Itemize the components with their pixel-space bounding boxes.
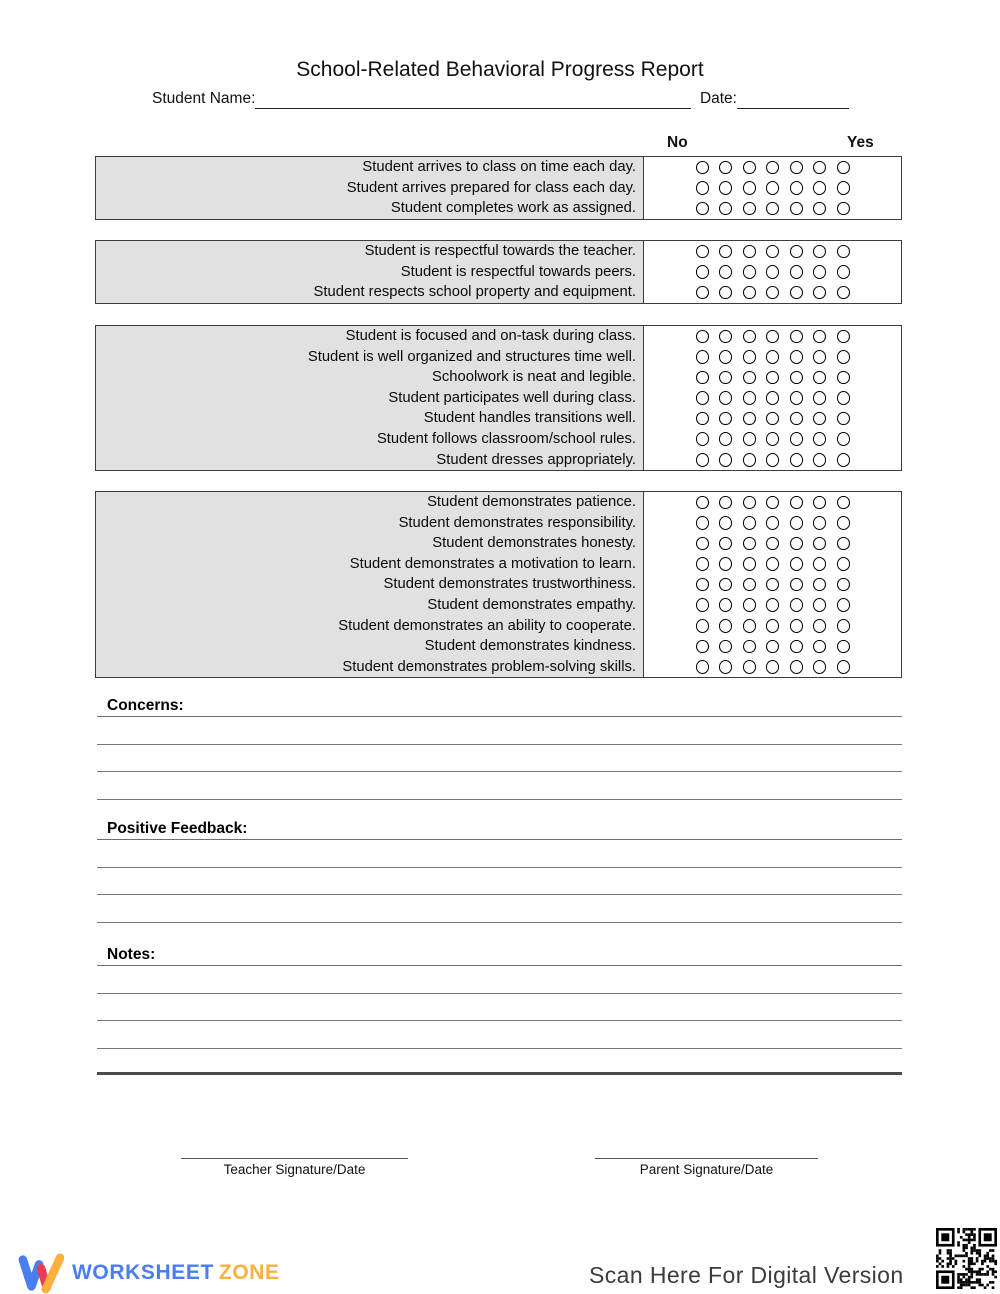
answer-bubble[interactable] — [743, 350, 756, 364]
answer-bubble[interactable] — [790, 181, 803, 195]
answer-bubble[interactable] — [813, 181, 826, 195]
answer-bubble[interactable] — [766, 265, 779, 279]
answer-bubble[interactable] — [813, 161, 826, 175]
answer-bubble[interactable] — [790, 161, 803, 175]
answer-bubble[interactable] — [743, 412, 756, 426]
bubble-row — [644, 636, 901, 657]
bubble-row — [644, 450, 901, 471]
answer-bubble[interactable] — [743, 286, 756, 300]
question-label: Student demonstrates a motivation to learn. — [349, 555, 636, 572]
bubble-row — [644, 157, 901, 178]
question-column — [96, 492, 644, 677]
answer-bubble[interactable] — [813, 578, 826, 592]
answer-bubble[interactable] — [837, 578, 850, 592]
answer-bubble[interactable] — [719, 245, 732, 259]
answer-bubble[interactable] — [837, 453, 850, 467]
question-label: Student is focused and on-task during class. — [345, 328, 636, 344]
rating-table-classwork — [95, 325, 902, 471]
question-label: Student completes work as assigned. — [390, 200, 636, 217]
answer-bubble[interactable] — [719, 286, 732, 300]
answer-bubble[interactable] — [790, 202, 803, 216]
answer-bubble[interactable] — [813, 516, 826, 530]
answer-bubble[interactable] — [790, 578, 803, 592]
bubble-row — [644, 574, 901, 595]
question-label: Student arrives prepared for class each day. — [346, 179, 636, 196]
write-label-line[interactable] — [97, 690, 902, 717]
teacher-signature-area — [181, 1158, 408, 1177]
answer-bubble[interactable] — [696, 412, 709, 426]
answer-bubble[interactable] — [813, 286, 826, 300]
brand-word-zone: ZONE — [218, 1261, 280, 1284]
answer-bubble[interactable] — [813, 557, 826, 571]
answer-bubble[interactable] — [790, 391, 803, 405]
answer-bubble[interactable] — [696, 181, 709, 195]
answer-bubble[interactable] — [743, 557, 756, 571]
answer-bubble[interactable] — [790, 412, 803, 426]
answer-bubble[interactable] — [696, 516, 709, 530]
answer-bubble[interactable] — [719, 578, 732, 592]
parent-signature-line[interactable] — [595, 1158, 818, 1159]
answer-bubble[interactable] — [837, 330, 850, 344]
answer-bubble[interactable] — [743, 516, 756, 530]
bubble-row — [644, 388, 901, 409]
answer-bubble[interactable] — [696, 265, 709, 279]
answer-bubble[interactable] — [766, 516, 779, 530]
answer-bubble[interactable] — [837, 598, 850, 612]
notes-section — [97, 939, 902, 1075]
answer-bubble[interactable] — [743, 598, 756, 612]
student-info-row — [152, 90, 849, 109]
answer-bubble[interactable] — [813, 245, 826, 259]
answer-bubble[interactable] — [837, 496, 850, 510]
date-label: Date: — [699, 90, 737, 107]
question-label: Student is respectful towards peers. — [400, 263, 636, 280]
answer-bubble[interactable] — [719, 412, 732, 426]
answer-bubble[interactable] — [696, 161, 709, 175]
section-end-rule — [97, 1049, 902, 1075]
answer-bubble[interactable] — [766, 432, 779, 446]
answer-bubble[interactable] — [790, 537, 803, 551]
answer-bubble[interactable] — [766, 598, 779, 612]
answer-bubble[interactable] — [790, 265, 803, 279]
answer-bubble[interactable] — [719, 640, 732, 654]
question-label: Student demonstrates problem-solving skills. — [342, 658, 636, 675]
answer-bubble[interactable] — [766, 202, 779, 216]
blank-writing-line[interactable] — [97, 868, 902, 896]
answer-bubble[interactable] — [837, 557, 850, 571]
blank-writing-line[interactable] — [97, 895, 902, 923]
answer-bubble[interactable] — [719, 371, 732, 385]
answer-bubble[interactable] — [790, 371, 803, 385]
answer-bubble[interactable] — [696, 391, 709, 405]
bubble-row — [644, 492, 901, 513]
bubble-row — [644, 533, 901, 554]
answer-bubble[interactable] — [837, 161, 850, 175]
qr-code-icon — [936, 1228, 997, 1289]
answer-bubble[interactable] — [719, 391, 732, 405]
answer-bubble[interactable] — [813, 202, 826, 216]
concerns-section — [97, 690, 902, 800]
student-name-label: Student Name: — [152, 90, 256, 107]
question-label: Student participates well during class. — [388, 389, 636, 406]
question-column — [96, 326, 644, 470]
page-title: School-Related Behavioral Progress Report — [296, 58, 704, 81]
blank-writing-line[interactable] — [97, 994, 902, 1022]
answer-bubble[interactable] — [837, 202, 850, 216]
answer-bubble[interactable] — [743, 202, 756, 216]
answer-bubble[interactable] — [719, 453, 732, 467]
answer-bubble[interactable] — [696, 640, 709, 654]
answer-bubble[interactable] — [696, 578, 709, 592]
answer-bubble[interactable] — [696, 453, 709, 467]
answer-bubble[interactable] — [696, 330, 709, 344]
write-label-line[interactable] — [97, 939, 902, 966]
answer-bubble[interactable] — [837, 412, 850, 426]
answer-bubble[interactable] — [743, 432, 756, 446]
parent-signature-area — [595, 1158, 818, 1177]
answer-bubble[interactable] — [743, 453, 756, 467]
bubble-row — [644, 198, 901, 219]
worksheet-zone-logo — [18, 1252, 280, 1294]
answer-bubble[interactable] — [813, 640, 826, 654]
answer-bubble[interactable] — [766, 371, 779, 385]
answer-bubble[interactable] — [766, 161, 779, 175]
blank-writing-line[interactable] — [97, 772, 902, 800]
question-label: Student demonstrates empathy. — [427, 596, 636, 613]
write-section-label: Concerns: — [107, 697, 184, 714]
brand-word-worksheet: WORKSHEET — [72, 1261, 214, 1284]
question-label: Schoolwork is neat and legible. — [432, 369, 636, 386]
answer-bubble[interactable] — [837, 432, 850, 446]
answer-bubble[interactable] — [743, 537, 756, 551]
answer-bubble[interactable] — [743, 371, 756, 385]
blank-writing-line[interactable] — [97, 717, 902, 745]
answer-bubble[interactable] — [696, 286, 709, 300]
answer-bubble[interactable] — [837, 350, 850, 364]
question-label: Student follows classroom/school rules. — [376, 430, 636, 447]
answer-bubble[interactable] — [766, 557, 779, 571]
answer-bubble[interactable] — [719, 350, 732, 364]
answer-bubble[interactable] — [743, 578, 756, 592]
question-label: Student respects school property and equipment. — [313, 284, 636, 301]
answer-bubble[interactable] — [766, 453, 779, 467]
bubble-row — [644, 262, 901, 283]
question-label: Student dresses appropriately. — [436, 451, 636, 468]
answer-bubble[interactable] — [696, 371, 709, 385]
answer-bubble[interactable] — [837, 181, 850, 195]
answer-bubble[interactable] — [719, 598, 732, 612]
rating-table-character — [95, 491, 902, 678]
answer-bubble[interactable] — [837, 660, 850, 674]
question-label: Student arrives to class on time each day. — [362, 159, 636, 175]
bubble-row — [644, 367, 901, 388]
question-label: Student demonstrates trustworthiness. — [383, 576, 636, 593]
answer-bubble[interactable] — [790, 245, 803, 259]
answer-bubble[interactable] — [837, 391, 850, 405]
answer-bubble[interactable] — [696, 496, 709, 510]
answer-bubble[interactable] — [766, 496, 779, 510]
answer-bubble[interactable] — [790, 496, 803, 510]
answer-bubble[interactable] — [790, 432, 803, 446]
answer-bubble[interactable] — [837, 371, 850, 385]
bubble-row — [644, 616, 901, 637]
answer-bubble[interactable] — [719, 265, 732, 279]
answer-bubble[interactable] — [696, 245, 709, 259]
answer-bubble[interactable] — [719, 330, 732, 344]
answer-bubble[interactable] — [837, 286, 850, 300]
answer-bubble[interactable] — [743, 660, 756, 674]
answer-bubble[interactable] — [813, 265, 826, 279]
bubble-column — [644, 492, 901, 677]
answer-bubble[interactable] — [719, 202, 732, 216]
worksheet-zone-w-mark-icon — [18, 1252, 64, 1294]
answer-bubble[interactable] — [743, 391, 756, 405]
bubble-column — [644, 157, 901, 219]
answer-bubble[interactable] — [743, 330, 756, 344]
answer-bubble[interactable] — [813, 537, 826, 551]
question-label: Student handles transitions well. — [423, 410, 636, 427]
answer-bubble[interactable] — [696, 537, 709, 551]
write-section-label: Positive Feedback: — [107, 820, 248, 837]
parent-signature-label: Parent Signature/Date — [639, 1162, 774, 1177]
teacher-signature-label: Teacher Signature/Date — [223, 1162, 366, 1177]
answer-bubble[interactable] — [813, 350, 826, 364]
bubble-row — [644, 241, 901, 262]
bubble-row — [644, 595, 901, 616]
positive-feedback-section — [97, 813, 902, 923]
bubble-row — [644, 178, 901, 199]
bubble-row — [644, 347, 901, 368]
write-section-label: Notes: — [107, 946, 156, 963]
bubble-row — [644, 408, 901, 429]
answer-bubble[interactable] — [790, 660, 803, 674]
answer-bubble[interactable] — [743, 619, 756, 633]
question-label: Student demonstrates kindness. — [424, 638, 636, 655]
bubble-row — [644, 657, 901, 678]
blank-writing-line[interactable] — [97, 745, 902, 773]
answer-bubble[interactable] — [790, 516, 803, 530]
answer-bubble[interactable] — [837, 516, 850, 530]
answer-bubble[interactable] — [837, 537, 850, 551]
answer-bubble[interactable] — [696, 660, 709, 674]
answer-bubble[interactable] — [766, 660, 779, 674]
answer-bubble[interactable] — [766, 412, 779, 426]
rating-table-respect — [95, 240, 902, 304]
answer-bubble[interactable] — [790, 453, 803, 467]
bubble-column — [644, 326, 901, 470]
answer-bubble[interactable] — [766, 391, 779, 405]
question-label: Student demonstrates responsibility. — [398, 514, 636, 531]
answer-bubble[interactable] — [790, 286, 803, 300]
bubble-column — [644, 241, 901, 303]
answer-bubble[interactable] — [743, 640, 756, 654]
bubble-row — [644, 429, 901, 450]
answer-bubble[interactable] — [743, 181, 756, 195]
yes-column-header: Yes — [847, 134, 874, 151]
answer-bubble[interactable] — [837, 245, 850, 259]
question-label: Student is respectful towards the teacher. — [364, 243, 636, 259]
question-column — [96, 241, 644, 303]
answer-bubble[interactable] — [813, 453, 826, 467]
answer-bubble[interactable] — [813, 371, 826, 385]
write-label-line[interactable] — [97, 813, 902, 840]
answer-bubble[interactable] — [837, 619, 850, 633]
bubble-row — [644, 282, 901, 303]
answer-bubble[interactable] — [766, 640, 779, 654]
answer-bubble[interactable] — [813, 391, 826, 405]
answer-bubble[interactable] — [766, 330, 779, 344]
student-name-input-line[interactable] — [255, 90, 691, 109]
answer-bubble[interactable] — [719, 537, 732, 551]
answer-bubble[interactable] — [743, 161, 756, 175]
answer-bubble[interactable] — [743, 245, 756, 259]
answer-bubble[interactable] — [790, 557, 803, 571]
answer-bubble[interactable] — [766, 350, 779, 364]
answer-bubble[interactable] — [813, 660, 826, 674]
answer-bubble[interactable] — [719, 516, 732, 530]
answer-bubble[interactable] — [743, 265, 756, 279]
answer-bubble[interactable] — [719, 161, 732, 175]
answer-bubble[interactable] — [766, 286, 779, 300]
answer-bubble[interactable] — [813, 598, 826, 612]
answer-bubble[interactable] — [766, 578, 779, 592]
bubble-row — [644, 513, 901, 534]
answer-bubble[interactable] — [813, 330, 826, 344]
bubble-row — [644, 326, 901, 347]
question-label: Student is well organized and structures time well. — [307, 348, 636, 365]
blank-writing-line[interactable] — [97, 1021, 902, 1049]
no-column-header: No — [667, 134, 688, 151]
answer-bubble[interactable] — [696, 202, 709, 216]
answer-bubble[interactable] — [837, 265, 850, 279]
question-label: Student demonstrates honesty. — [432, 535, 636, 552]
answer-bubble[interactable] — [719, 432, 732, 446]
question-label: Student demonstrates an ability to cooperate. — [338, 617, 636, 634]
answer-bubble[interactable] — [719, 619, 732, 633]
answer-bubble[interactable] — [813, 432, 826, 446]
question-label: Student demonstrates patience. — [427, 494, 636, 510]
answer-bubble[interactable] — [790, 350, 803, 364]
rating-table-attendance — [95, 156, 902, 220]
answer-bubble[interactable] — [719, 496, 732, 510]
answer-bubble[interactable] — [719, 557, 732, 571]
blank-writing-line[interactable] — [97, 966, 902, 994]
answer-bubble[interactable] — [696, 557, 709, 571]
answer-bubble[interactable] — [743, 496, 756, 510]
bubble-row — [644, 554, 901, 575]
answer-bubble[interactable] — [696, 598, 709, 612]
answer-bubble[interactable] — [813, 412, 826, 426]
answer-bubble[interactable] — [766, 619, 779, 633]
answer-bubble[interactable] — [696, 350, 709, 364]
answer-bubble[interactable] — [766, 181, 779, 195]
answer-bubble[interactable] — [719, 660, 732, 674]
blank-writing-line[interactable] — [97, 840, 902, 868]
answer-bubble[interactable] — [766, 245, 779, 259]
answer-bubble[interactable] — [719, 181, 732, 195]
answer-bubble[interactable] — [696, 619, 709, 633]
answer-bubble[interactable] — [790, 640, 803, 654]
answer-bubble[interactable] — [696, 432, 709, 446]
answer-bubble[interactable] — [837, 640, 850, 654]
question-column — [96, 157, 644, 219]
answer-bubble[interactable] — [790, 619, 803, 633]
answer-bubble[interactable] — [766, 537, 779, 551]
answer-bubble[interactable] — [790, 330, 803, 344]
answer-bubble[interactable] — [813, 496, 826, 510]
teacher-signature-line[interactable] — [181, 1158, 408, 1159]
answer-bubble[interactable] — [813, 619, 826, 633]
answer-bubble[interactable] — [790, 598, 803, 612]
date-input-line[interactable] — [737, 90, 849, 109]
scan-here-text: Scan Here For Digital Version — [589, 1262, 904, 1288]
